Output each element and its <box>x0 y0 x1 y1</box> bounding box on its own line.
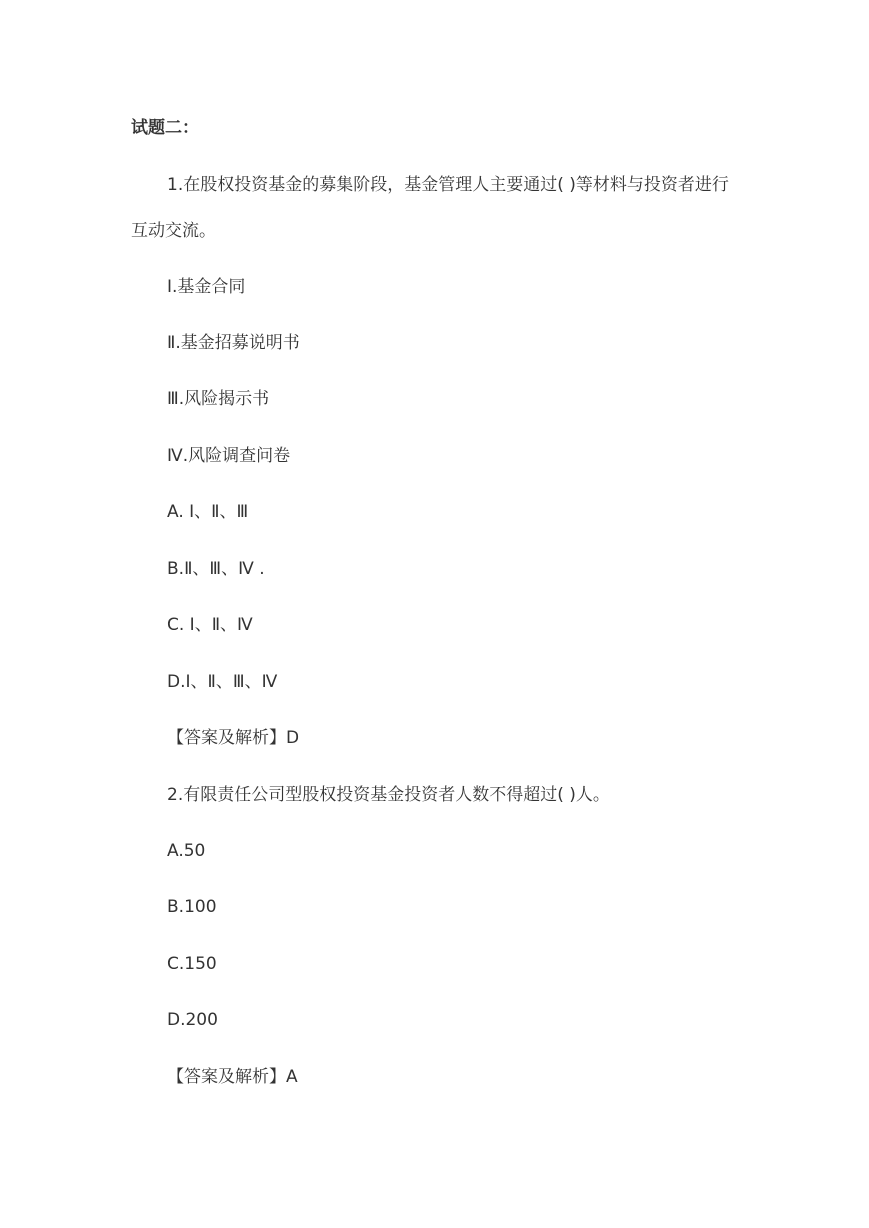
question-1-item-3: Ⅲ.风险揭示书 <box>167 389 270 409</box>
question-1-option-c: C. Ⅰ、Ⅱ、Ⅳ <box>167 615 253 635</box>
question-2-answer: 【答案及解析】A <box>167 1067 298 1087</box>
question-2-option-a: A.50 <box>167 841 206 861</box>
question-2-option-b: B.100 <box>167 897 217 917</box>
question-2-option-c: C.150 <box>167 954 217 974</box>
section-title: 试题二： <box>131 118 199 138</box>
question-1-option-a: A. Ⅰ、Ⅱ、Ⅲ <box>167 502 249 522</box>
question-2-option-d: D.200 <box>167 1010 218 1030</box>
question-1-stem-line-1: 1.在股权投资基金的募集阶段，基金管理人主要通过( )等材料与投资者进行 <box>167 175 729 195</box>
question-1-item-2: Ⅱ.基金招募说明书 <box>167 333 300 353</box>
question-2-stem: 2.有限责任公司型股权投资基金投资者人数不得超过( )人。 <box>167 785 610 805</box>
question-1-option-b: B.Ⅱ、Ⅲ、Ⅳ . <box>167 559 265 579</box>
question-1-answer: 【答案及解析】D <box>167 728 300 748</box>
question-1-option-d: D.Ⅰ、Ⅱ、Ⅲ、Ⅳ <box>167 672 278 692</box>
question-1-stem-line-2: 互动交流。 <box>131 221 216 241</box>
question-1-item-1: Ⅰ.基金合同 <box>167 277 246 297</box>
question-1-item-4: Ⅳ.风险调查问卷 <box>167 446 291 466</box>
